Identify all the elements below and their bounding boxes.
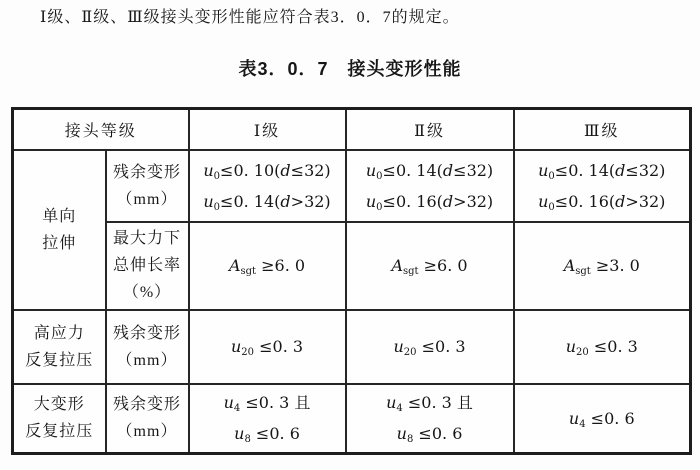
row-label-residual-deformation <box>106 384 189 454</box>
label-line: （mm） <box>116 423 178 441</box>
label-line: 残余变形 <box>113 396 182 414</box>
row-label-uniaxial-tension <box>13 150 106 310</box>
value-line: $u_4 \le 0$. 6 <box>568 408 635 430</box>
value-line: $u_{20} \le 0$. 3 <box>230 337 304 358</box>
value-line: $u_0\le 0$. 14(d>32) <box>203 191 331 213</box>
label-line: 高应力 <box>33 324 85 342</box>
value-line: $u_0\le 0$. 14(d≤32) <box>365 160 494 182</box>
cell-high-stress-grade1 <box>189 310 346 384</box>
cell-large-def-grade3 <box>514 384 691 454</box>
cell-elongation-grade2 <box>346 222 514 310</box>
row-high-stress <box>13 310 691 384</box>
value-line: $u_0\le 0$. 16(d>32) <box>365 191 494 213</box>
label-line: 残余变形 <box>113 324 182 342</box>
cell-residual-grade2 <box>346 150 514 222</box>
cell-elongation-grade1 <box>189 222 346 310</box>
value-line: $A_{sgt} \ge 6$. 0 <box>391 256 468 277</box>
row-label-large-deformation-cyclic <box>13 384 106 454</box>
value-line: $u_0\le 0$. 10(d≤32) <box>203 160 331 182</box>
row-residual-uniaxial <box>13 150 691 222</box>
cell-high-stress-grade3 <box>514 310 691 384</box>
cell-high-stress-grade2 <box>346 310 514 384</box>
cell-elongation-grade3 <box>514 222 691 310</box>
value-line: $A_{sgt} \ge 6$. 0 <box>228 256 306 277</box>
label-line: 最大力下 <box>113 230 182 247</box>
value-line: $u_0\le 0$. 14(d≤32) <box>538 160 666 182</box>
label-line: （%） <box>122 284 172 301</box>
header-joint-grade: 接头等级 <box>13 109 189 150</box>
cell-residual-grade3 <box>514 150 691 222</box>
row-label-elongation <box>106 222 189 310</box>
cell-large-def-grade2 <box>346 384 514 454</box>
label-line: 残余变形 <box>113 163 182 181</box>
value-line: $u_{20} \le 0$. 3 <box>565 337 638 358</box>
cell-large-def-grade1 <box>189 384 346 454</box>
header-grade-1: Ⅰ级 <box>189 109 346 150</box>
header-grade-3: Ⅲ级 <box>514 109 691 150</box>
value-line: $u_{20} \le 0$. 3 <box>393 337 466 358</box>
header-grade-2: Ⅱ级 <box>346 109 514 150</box>
table-header-row <box>13 109 691 150</box>
label-line: 拉伸 <box>42 234 77 252</box>
row-large-deformation <box>13 384 691 454</box>
value-line: $u_8 \le 0$. 6 <box>234 424 300 446</box>
cell-residual-grade1 <box>189 150 346 222</box>
label-line: 总伸长率 <box>113 257 182 274</box>
label-line: （mm） <box>116 190 178 208</box>
label-line: （mm） <box>116 351 178 369</box>
row-elongation <box>13 222 691 310</box>
row-label-high-stress-cyclic <box>13 310 106 384</box>
label-line: 大变形 <box>33 396 85 414</box>
joint-deformation-table <box>11 107 692 455</box>
value-line: $u_4 \le 0$. 3 且 <box>386 393 473 415</box>
intro-paragraph: Ⅰ级、Ⅱ级、Ⅲ级接头变形性能应符合表3．0．7的规定。 <box>40 9 460 26</box>
value-line: $A_{sgt} \ge 3$. 0 <box>563 256 640 277</box>
row-label-residual-deformation <box>106 150 189 222</box>
label-line: 反复拉压 <box>25 351 94 369</box>
label-line: 反复拉压 <box>25 423 94 441</box>
table-title: 表3．0．7 接头变形性能 <box>238 59 462 79</box>
value-line: $u_0\le 0$. 16(d>32) <box>538 191 666 213</box>
value-line: $u_4 \le 0$. 3 且 <box>223 393 311 415</box>
row-label-residual-deformation <box>106 310 189 384</box>
label-line: 单向 <box>42 207 77 225</box>
value-line: $u_8 \le 0$. 6 <box>396 424 463 446</box>
